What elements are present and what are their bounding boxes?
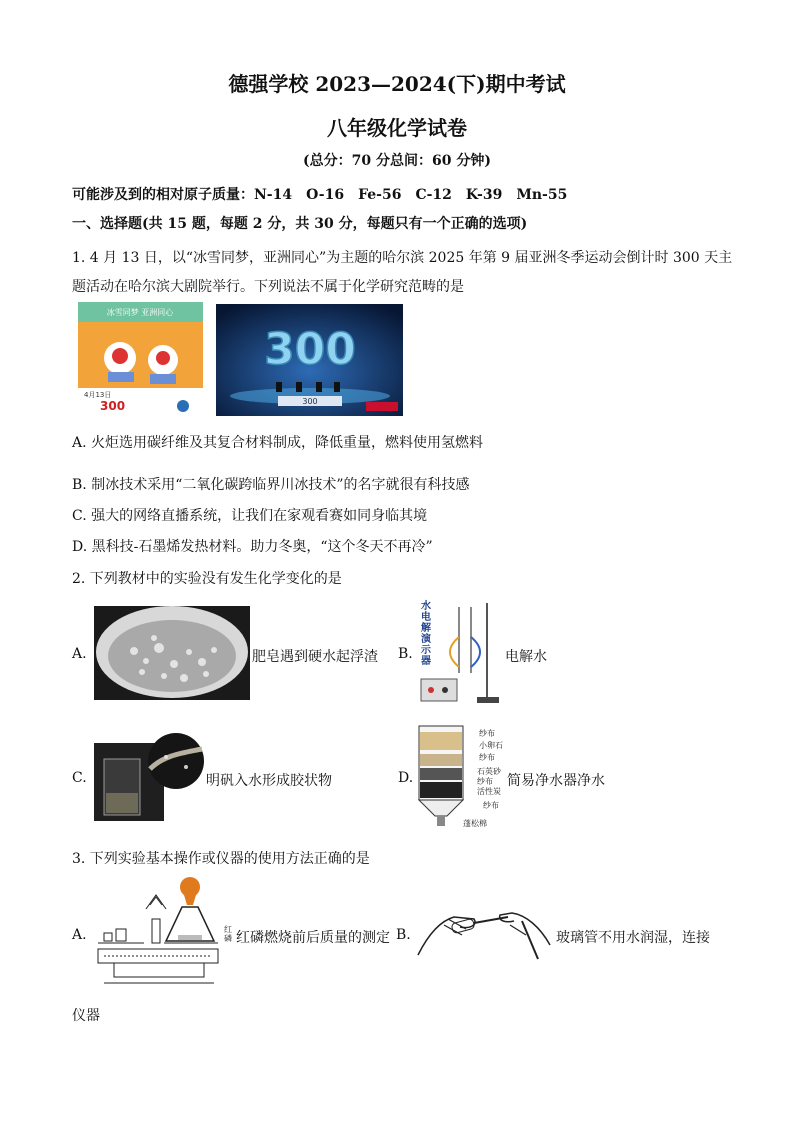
q1-stem-line1: 1. 4 月 13 日，以“冰雪同梦，亚洲同心”为主题的哈尔滨 2025 年第 9 届亚洲冬季运动会倒计时 300 天主 bbox=[72, 250, 733, 266]
q1-poster-image bbox=[78, 302, 203, 416]
atomic-mass-line: 可能涉及到的相对原子质量：N-14 O-16 Fe-56 C-12 K-39 Mn-55 bbox=[72, 187, 568, 203]
q3-b-letter: B. bbox=[396, 927, 411, 943]
filter-layer-8: 蓬松棉 bbox=[463, 819, 487, 828]
q2-a-soap-foam-image bbox=[94, 606, 250, 700]
stage-small-number: 300 bbox=[302, 397, 318, 406]
q3-a-small-label: 红磷 bbox=[224, 925, 232, 943]
electrolysis-device-label: 水电解演示器 bbox=[421, 601, 431, 667]
poster-number: 300 bbox=[100, 399, 126, 413]
q3-stem: 3. 下列实验基本操作或仪器的使用方法正确的是 bbox=[72, 851, 370, 867]
filter-layer-7: 纱布 bbox=[483, 801, 499, 810]
q3-b-text-cont: 仪器 bbox=[72, 1008, 100, 1024]
q2-a-letter: A. bbox=[72, 646, 87, 662]
q3-b-hands-image bbox=[414, 895, 554, 965]
exam-subtitle: 八年级化学试卷 bbox=[327, 116, 467, 140]
q3-a-letter: A. bbox=[72, 927, 87, 943]
q2-b-electrolysis-image bbox=[417, 597, 502, 709]
q2-d-filter-image bbox=[417, 724, 507, 834]
filter-layer-4: 石英砂 bbox=[477, 767, 501, 776]
q2-c-alum-image bbox=[94, 733, 204, 821]
stage-big-number: 300 bbox=[264, 324, 356, 375]
filter-layer-2: 小卵石 bbox=[479, 741, 503, 750]
q2-stem: 2. 下列教材中的实验没有发生化学变化的是 bbox=[72, 571, 342, 587]
q1-stage-image bbox=[216, 304, 403, 416]
q3-a-text: 红磷燃烧前后质量的测定 bbox=[236, 930, 390, 946]
q2-c-text: 明矾入水形成胶状物 bbox=[206, 773, 332, 789]
q2-c-letter: C. bbox=[72, 770, 87, 786]
filter-layer-5: 纱布 bbox=[477, 777, 493, 786]
q3-b-text: 玻璃管不用水润湿，连接 bbox=[556, 930, 710, 946]
exam-title: 德强学校 2023—2024(下)期中考试 bbox=[228, 72, 566, 96]
q2-d-text: 简易净水器净水 bbox=[507, 773, 605, 789]
filter-layer-1: 纱布 bbox=[479, 729, 495, 738]
q3-a-balance-image bbox=[94, 875, 224, 990]
section-heading: 一、选择题(共 15 题，每题 2 分，共 30 分，每题只有一个正确的选项) bbox=[72, 216, 528, 232]
filter-layer-6: 活性炭 bbox=[477, 787, 501, 796]
q2-d-letter: D. bbox=[398, 770, 414, 786]
q2-b-letter: B. bbox=[398, 646, 413, 662]
exam-info: (总分：70 分总间：60 分钟) bbox=[303, 153, 491, 169]
poster-date: 4月13日 bbox=[84, 391, 112, 399]
q1-option-d: D. 黑科技-石墨烯发热材料。助力冬奥，“这个冬天不再冷” bbox=[72, 539, 433, 555]
filter-layer-3: 纱布 bbox=[479, 753, 495, 762]
poster-slogan: 冰雪同梦 亚洲同心 bbox=[106, 308, 174, 317]
q1-stem-line2: 题活动在哈尔滨大剧院举行。下列说法不属于化学研究范畴的是 bbox=[72, 279, 464, 295]
q2-b-text: 电解水 bbox=[505, 649, 547, 665]
q2-a-text: 肥皂遇到硬水起浮渣 bbox=[252, 649, 378, 665]
q1-option-a: A. 火炬选用碳纤维及其复合材料制成，降低重量，燃料使用氢燃料 bbox=[72, 435, 484, 451]
q1-option-c: C. 强大的网络直播系统，让我们在家观看赛如同身临其境 bbox=[72, 508, 428, 524]
q1-option-b: B. 制冰技术采用“二氧化碳跨临界川冰技术”的名字就很有科技感 bbox=[72, 477, 470, 493]
